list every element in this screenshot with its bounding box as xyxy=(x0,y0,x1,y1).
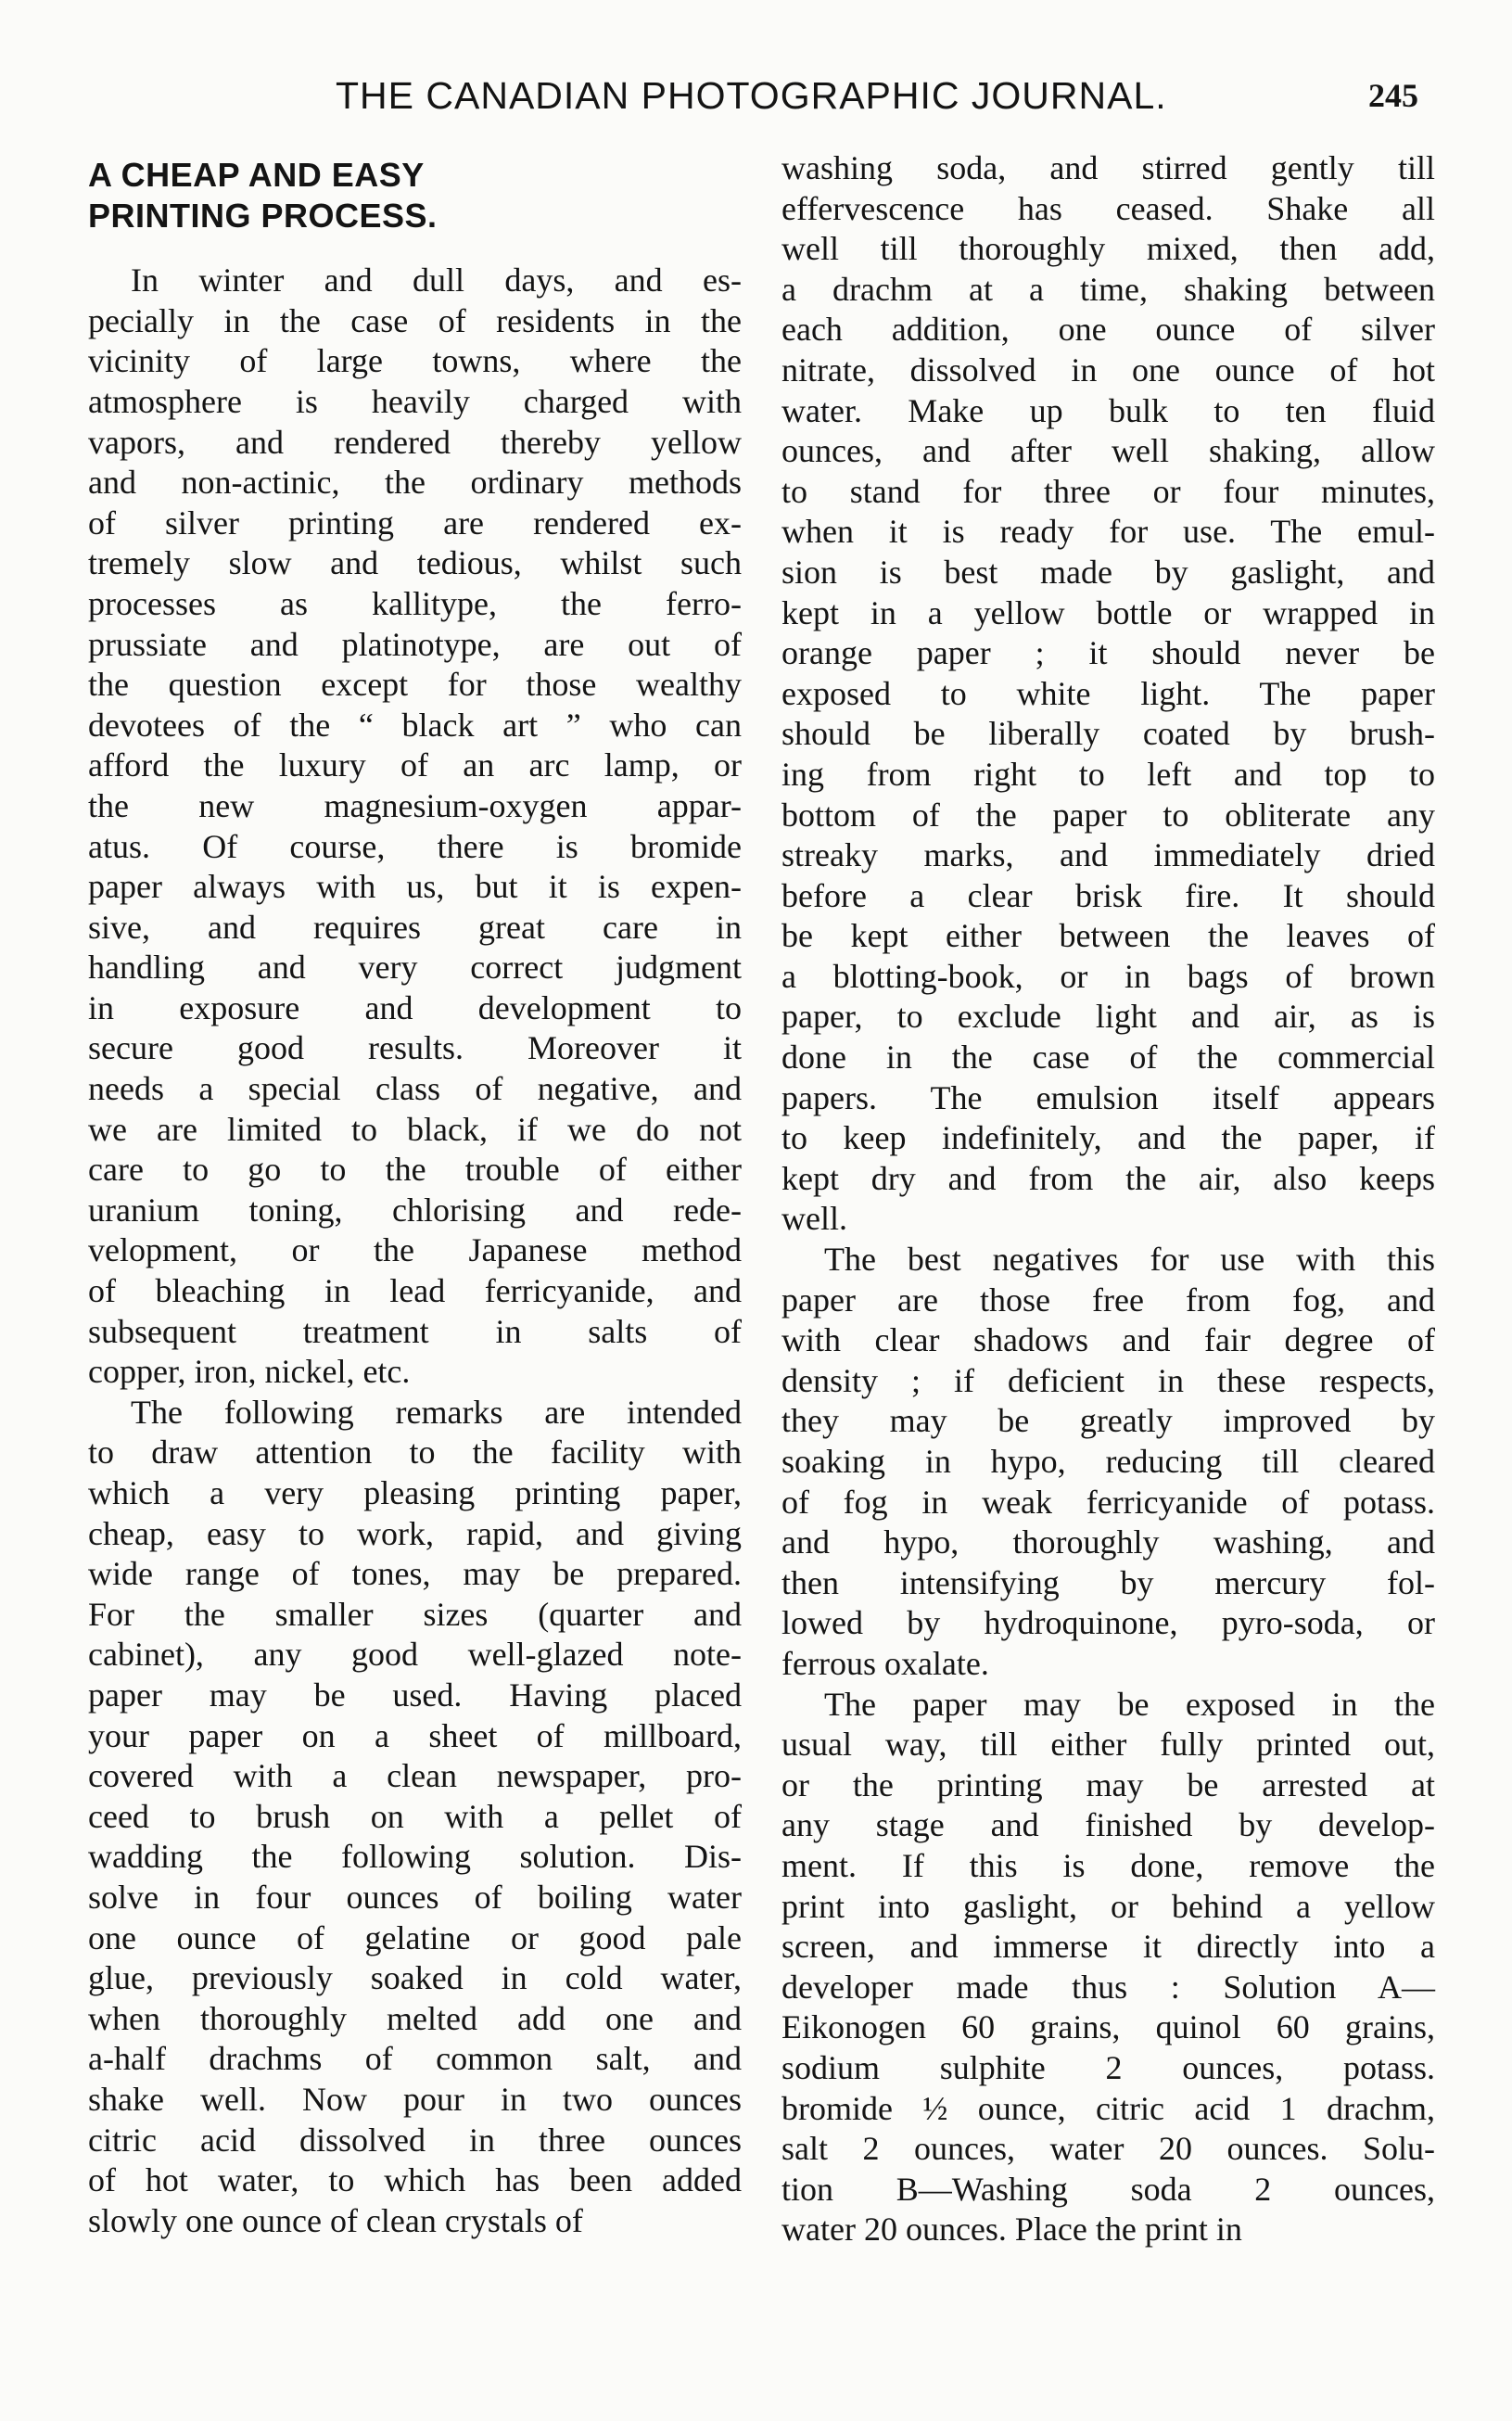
text-line: be kept either between the leaves of xyxy=(781,917,1435,955)
text-line: velopment, or the Japanese method xyxy=(88,1231,742,1269)
text-line: streaky marks, and immediately dried xyxy=(781,836,1435,874)
text-line: uranium toning, chlorising and rede- xyxy=(88,1191,742,1229)
text-line: and non-actinic, the ordinary methods xyxy=(88,464,742,502)
text-line: ferrous oxalate. xyxy=(781,1644,989,1682)
text-line: care to go to the trouble of either xyxy=(88,1151,742,1189)
text-line: water 20 ounces. Place the print in xyxy=(781,2211,1242,2249)
text-line: ing from right to left and top to xyxy=(781,755,1435,793)
text-line: kept dry and from the air, also keeps xyxy=(781,1159,1435,1197)
text-line: prussiate and platinotype, are out of xyxy=(88,625,742,663)
text-line: pecially in the case of residents in the xyxy=(88,301,742,339)
text-line: bottom of the paper to obliterate any xyxy=(781,796,1435,834)
text-line: sion is best made by gaslight, and xyxy=(781,553,1435,591)
text-line: well till thoroughly mixed, then add, xyxy=(781,230,1435,268)
left-column-text xyxy=(88,261,742,2241)
text-line: of bleaching in lead ferricyanide, and xyxy=(88,1272,742,1310)
text-line: of hot water, to which has been added xyxy=(88,2161,742,2199)
article-title-line: A CHEAP AND EASY xyxy=(88,156,425,194)
text-line: solve in four ounces of boiling water xyxy=(88,1878,742,1916)
text-line: density ; if deficient in these respects, xyxy=(781,1361,1435,1399)
article-title xyxy=(88,148,742,235)
text-line: print into gaslight, or behind a yellow xyxy=(781,1887,1435,1925)
text-line: salt 2 ounces, water 20 ounces. Solu- xyxy=(781,2130,1435,2168)
text-line: glue, previously soaked in cold water, xyxy=(88,1959,742,1997)
text-line: a blotting-book, or in bags of brown xyxy=(781,957,1435,995)
text-line: papers. The emulsion itself appears xyxy=(781,1078,1435,1116)
text-line: paper are those free from fog, and xyxy=(781,1281,1435,1319)
text-line: sive, and requires great care in xyxy=(88,908,742,946)
text-line: one ounce of gelatine or good pale xyxy=(88,1918,742,1956)
text-line: the question except for those wealthy xyxy=(88,666,742,704)
text-line: exposed to white light. The paper xyxy=(781,674,1435,712)
text-line: processes as kallitype, the ferro- xyxy=(88,584,742,622)
text-line: ceed to brush on with a pellet of xyxy=(88,1797,742,1835)
text-line: a drachm at a time, shaking between xyxy=(781,270,1435,308)
text-line: The following remarks are intended xyxy=(131,1393,742,1431)
text-line: handling and very correct judgment xyxy=(88,949,742,987)
text-line: your paper on a sheet of millboard, xyxy=(88,1716,742,1754)
text-line: any stage and finished by develop- xyxy=(781,1806,1435,1844)
text-line: needs a special class of negative, and xyxy=(88,1070,742,1108)
text-line: covered with a clean newspaper, pro- xyxy=(88,1757,742,1795)
article-title-line: PRINTING PROCESS. xyxy=(88,196,438,235)
running-head: THE CANADIAN PHOTOGRAPHIC JOURNAL. xyxy=(336,74,1167,117)
right-column xyxy=(781,148,1435,2250)
text-line: shake well. Now pour in two ounces xyxy=(88,2080,742,2118)
left-column xyxy=(88,148,742,2241)
text-line: citric acid dissolved in three ounces xyxy=(88,2121,742,2159)
text-line: bromide ½ ounce, citric acid 1 drachm, xyxy=(781,2089,1435,2127)
text-line: paper, to exclude light and air, as is xyxy=(781,998,1435,1036)
text-line: The best negatives for use with this xyxy=(824,1241,1435,1279)
right-column-text xyxy=(781,148,1435,2250)
text-line: to keep indefinitely, and the paper, if xyxy=(781,1119,1435,1157)
text-line: nitrate, dissolved in one ounce of hot xyxy=(781,350,1435,389)
text-line: developer made thus : Solution A— xyxy=(781,1968,1435,2006)
text-line: secure good results. Moreover it xyxy=(88,1029,742,1067)
text-line: or the printing may be arrested at xyxy=(781,1765,1435,1803)
text-line: done in the case of the commercial xyxy=(781,1038,1435,1077)
text-line: usual way, till either fully printed out, xyxy=(781,1726,1435,1764)
text-line: In winter and dull days, and es- xyxy=(131,261,742,299)
text-line: vapors, and rendered thereby yellow xyxy=(88,423,742,461)
text-line: in exposure and development to xyxy=(88,988,742,1026)
text-line: when thoroughly melted add one and xyxy=(88,1999,742,2037)
text-line: the new magnesium-oxygen appar- xyxy=(88,786,742,824)
text-line: wadding the following solution. Dis- xyxy=(88,1838,742,1876)
text-line: devotees of the “ black art ” who can xyxy=(88,706,742,744)
text-line: they may be greatly improved by xyxy=(781,1402,1435,1440)
text-line: well. xyxy=(781,1200,847,1238)
text-line: ment. If this is done, remove the xyxy=(781,1846,1435,1884)
text-line: before a clear brisk fire. It should xyxy=(781,876,1435,914)
text-line: soaking in hypo, reducing till cleared xyxy=(781,1443,1435,1480)
text-line: copper, iron, nickel, etc. xyxy=(88,1353,411,1391)
text-line: subsequent treatment in salts of xyxy=(88,1312,742,1350)
text-line: tion B—Washing soda 2 ounces, xyxy=(781,2170,1435,2208)
text-line: each addition, one ounce of silver xyxy=(781,311,1435,349)
text-line: The paper may be exposed in the xyxy=(824,1685,1435,1723)
text-line: kept in a yellow bottle or wrapped in xyxy=(781,593,1435,631)
text-line: Eikonogen 60 grains, quinol 60 grains, xyxy=(781,2008,1435,2046)
text-line: atmosphere is heavily charged with xyxy=(88,382,742,420)
text-line: afford the luxury of an arc lamp, or xyxy=(88,746,742,784)
text-line: lowed by hydroquinone, pyro-soda, or xyxy=(781,1604,1435,1642)
text-line: vicinity of large towns, where the xyxy=(88,342,742,380)
text-line: washing soda, and stirred gently till xyxy=(781,149,1435,186)
text-line: atus. Of course, there is bromide xyxy=(88,827,742,865)
text-line: screen, and immerse it directly into a xyxy=(781,1928,1435,1966)
text-line: tremely slow and tedious, whilst such xyxy=(88,544,742,582)
text-line: slowly one ounce of clean crystals of xyxy=(88,2201,583,2239)
text-line: wide range of tones, may be prepared. xyxy=(88,1555,742,1593)
text-line: and hypo, thoroughly washing, and xyxy=(781,1523,1435,1561)
text-line: effervescence has ceased. Shake all xyxy=(781,189,1435,227)
text-line: of silver printing are rendered ex- xyxy=(88,503,742,542)
text-line: cheap, easy to work, rapid, and giving xyxy=(88,1514,742,1552)
text-line: we are limited to black, if we do not xyxy=(88,1110,742,1148)
text-line: then intensifying by mercury fol- xyxy=(781,1563,1435,1601)
text-line: should be liberally coated by brush- xyxy=(781,715,1435,753)
text-line: orange paper ; it should never be xyxy=(781,634,1435,672)
text-line: For the smaller sizes (quarter and xyxy=(88,1595,742,1633)
text-line: which a very pleasing printing paper, xyxy=(88,1474,742,1511)
text-line: when it is ready for use. The emul- xyxy=(781,513,1435,551)
text-line: water. Make up bulk to ten fluid xyxy=(781,391,1435,429)
text-line: paper always with us, but it is expen- xyxy=(88,868,742,906)
text-line: to stand for three or four minutes, xyxy=(781,472,1435,510)
text-line: a-half drachms of common salt, and xyxy=(88,2040,742,2078)
page-number: 245 xyxy=(1368,77,1418,114)
text-line: cabinet), any good well-glazed note- xyxy=(88,1636,742,1674)
text-line: of fog in weak ferricyanide of potass. xyxy=(781,1483,1435,1521)
text-line: ounces, and after well shaking, allow xyxy=(781,432,1435,470)
text-line: to draw attention to the facility with xyxy=(88,1433,742,1472)
text-line: with clear shadows and fair degree of xyxy=(781,1321,1435,1359)
text-line: paper may be used. Having placed xyxy=(88,1676,742,1714)
text-line: sodium sulphite 2 ounces, potass. xyxy=(781,2048,1435,2086)
